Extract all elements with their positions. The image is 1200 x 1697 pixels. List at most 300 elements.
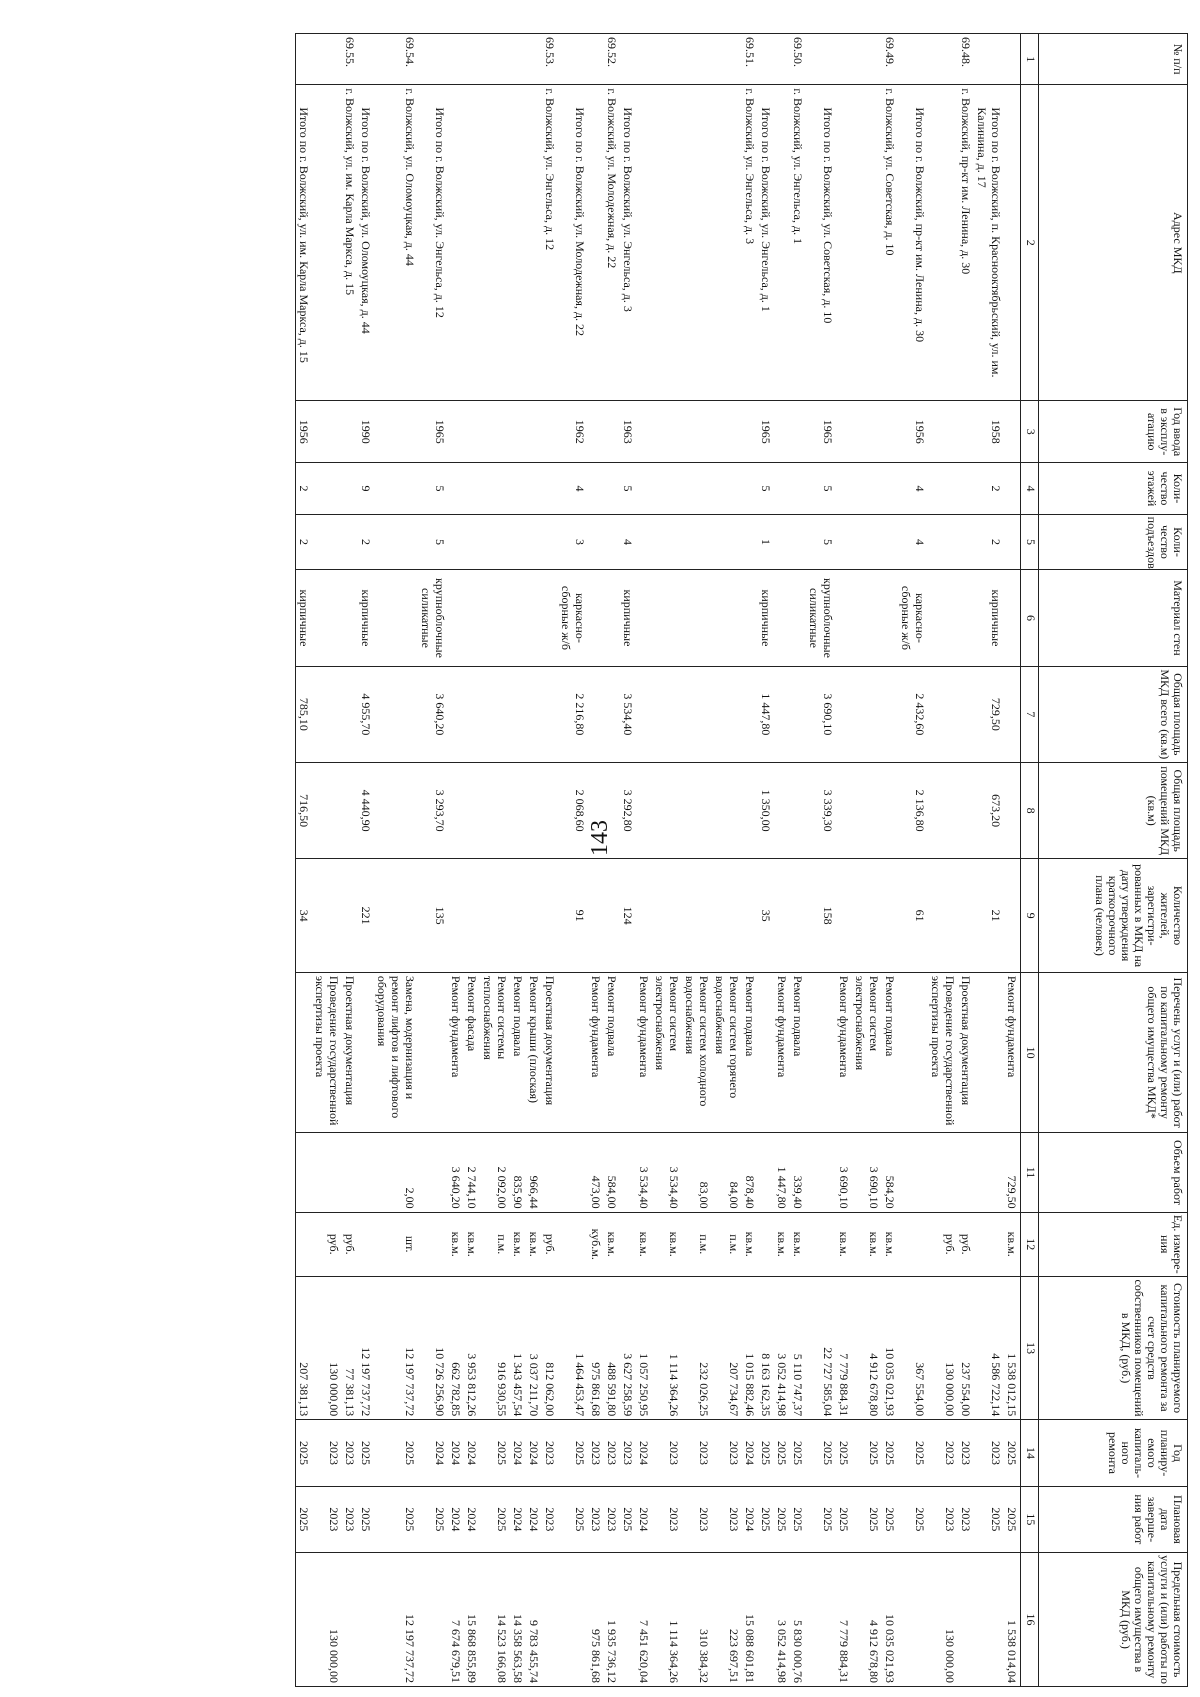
cell-col-4 <box>1004 463 1021 514</box>
cell-col-14: 2023 <box>682 1420 712 1486</box>
cell-col-7 <box>604 666 620 762</box>
cell-col-2 <box>682 85 712 401</box>
cell-col-15: 2025 <box>358 1486 374 1552</box>
cell-col-11: 473,00 <box>588 1133 604 1212</box>
table-row <box>928 34 958 1687</box>
cell-col-3 <box>1004 401 1021 463</box>
cell-col-4 <box>682 463 712 514</box>
column-number-16: 16 <box>1021 1553 1039 1687</box>
column-number-7: 7 <box>1021 666 1039 762</box>
cell-col-12 <box>296 1212 313 1276</box>
cell-col-9 <box>542 859 558 972</box>
cell-col-7 <box>682 666 712 762</box>
cell-col-2: г. Волжский, ул. Советская, д. 10 <box>882 85 898 401</box>
cell-col-14: 2023 <box>974 1420 1004 1486</box>
cell-col-8: 3 293,70 <box>418 763 448 859</box>
column-header-13: Стоимость планируемого капитального ремонта за счет средств собственников помещений в МКД, (руб.) <box>1039 1276 1188 1419</box>
cell-col-12: кв.м. <box>742 1212 758 1276</box>
cell-col-16 <box>958 1553 974 1687</box>
cell-col-7 <box>790 666 806 762</box>
cell-col-8 <box>790 763 806 859</box>
cell-col-3 <box>510 401 526 463</box>
cell-col-9 <box>374 859 418 972</box>
cell-col-10 <box>558 972 588 1133</box>
cell-col-10: Ремонт систем холодного водоснабжения <box>682 972 712 1133</box>
cell-col-16 <box>358 1553 374 1687</box>
cell-col-16: 7 674 679,51 <box>448 1553 464 1687</box>
cell-col-1: 69.49. <box>882 34 898 85</box>
cell-col-10 <box>806 972 836 1133</box>
cell-col-11 <box>620 1133 636 1212</box>
cell-col-4 <box>852 463 882 514</box>
cell-col-1 <box>636 34 652 85</box>
cell-col-1 <box>682 34 712 85</box>
cell-col-3: 1965 <box>758 401 774 463</box>
cell-col-5 <box>542 514 558 570</box>
cell-col-15: 2023 <box>312 1486 342 1552</box>
cell-col-1 <box>558 34 588 85</box>
cell-col-10: Проектная документация <box>542 972 558 1133</box>
cell-col-16 <box>418 1553 448 1687</box>
cell-col-6 <box>636 570 652 666</box>
cell-col-1 <box>712 34 742 85</box>
cell-col-8 <box>374 763 418 859</box>
column-header-11: Объем работ <box>1039 1133 1188 1212</box>
cell-col-9 <box>636 859 652 972</box>
cell-col-10: Ремонт подвала <box>882 972 898 1133</box>
cell-col-15: 2025 <box>1004 1486 1021 1552</box>
column-header-4: Коли-чество этажей <box>1039 463 1188 514</box>
cell-col-11 <box>542 1133 558 1212</box>
cell-col-3: 1963 <box>620 401 636 463</box>
cell-col-5 <box>374 514 418 570</box>
cell-col-16 <box>758 1553 774 1687</box>
cell-col-1 <box>312 34 342 85</box>
cell-col-5: 4 <box>898 514 928 570</box>
cell-col-13: 8 163 162,35 <box>758 1276 774 1419</box>
cell-col-9 <box>928 859 958 972</box>
header-row <box>1039 34 1188 1687</box>
cell-col-10: Ремонт фасада <box>464 972 480 1133</box>
table-row <box>312 34 342 1687</box>
table-row-total <box>558 34 588 1687</box>
cell-col-2 <box>448 85 464 401</box>
cell-col-5: 2 <box>974 514 1004 570</box>
cell-col-10: Ремонт фундамента <box>448 972 464 1133</box>
rotated-table-wrapper <box>38 33 1188 1687</box>
cell-col-6: крупноблочные силикатные <box>806 570 836 666</box>
cell-col-2 <box>636 85 652 401</box>
cell-col-13: 3 037 211,70 <box>526 1276 542 1419</box>
cell-col-14: 2025 <box>296 1420 313 1486</box>
cell-col-6 <box>312 570 342 666</box>
cell-col-3: 1956 <box>898 401 928 463</box>
cell-col-3 <box>852 401 882 463</box>
cell-col-4: 5 <box>418 463 448 514</box>
cell-col-2: Итого по г. Волжский, п. Краснооктябрьский, ул. им. Калинина, д. 17 <box>974 85 1004 401</box>
cell-col-10 <box>898 972 928 1133</box>
cell-col-12 <box>806 1212 836 1276</box>
cell-col-11: 3 690,10 <box>852 1133 882 1212</box>
cell-col-9 <box>448 859 464 972</box>
cell-col-14: 2025 <box>790 1420 806 1486</box>
cell-col-1 <box>358 34 374 85</box>
cell-col-7: 785,10 <box>296 666 313 762</box>
cell-col-6 <box>480 570 510 666</box>
column-number-15: 15 <box>1021 1486 1039 1552</box>
cell-col-14: 2024 <box>742 1420 758 1486</box>
cell-col-1: 69.48. <box>958 34 974 85</box>
cell-col-5 <box>682 514 712 570</box>
cell-col-15: 2024 <box>526 1486 542 1552</box>
cell-col-14: 2025 <box>374 1420 418 1486</box>
cell-col-11: 3 640,20 <box>448 1133 464 1212</box>
table-row <box>342 34 358 1687</box>
cell-col-7 <box>480 666 510 762</box>
cell-col-10 <box>974 972 1004 1133</box>
cell-col-3 <box>712 401 742 463</box>
cell-col-16: 14 523 166,08 <box>480 1553 510 1687</box>
cell-col-4 <box>312 463 342 514</box>
cell-col-13: 1 464 453,47 <box>558 1276 588 1419</box>
table-row <box>1004 34 1021 1687</box>
cell-col-12 <box>974 1212 1004 1276</box>
cell-col-3 <box>526 401 542 463</box>
cell-col-1 <box>836 34 852 85</box>
cell-col-7 <box>464 666 480 762</box>
cell-col-16: 7 779 884,31 <box>836 1553 852 1687</box>
cell-col-9 <box>882 859 898 972</box>
cell-col-8 <box>652 763 682 859</box>
cell-col-15: 2024 <box>742 1486 758 1552</box>
cell-col-13: 1 057 250,95 <box>636 1276 652 1419</box>
table-row <box>682 34 712 1687</box>
table-row <box>852 34 882 1687</box>
table-row <box>448 34 464 1687</box>
cell-col-14: 2025 <box>480 1420 510 1486</box>
cell-col-3: 1958 <box>974 401 1004 463</box>
cell-col-14: 2024 <box>418 1420 448 1486</box>
cell-col-1 <box>774 34 790 85</box>
cell-col-16 <box>898 1553 928 1687</box>
cell-col-15: 2024 <box>448 1486 464 1552</box>
cell-col-11: 3 690,10 <box>836 1133 852 1212</box>
cell-col-8: 3 339,30 <box>806 763 836 859</box>
cell-col-6 <box>682 570 712 666</box>
cell-col-1 <box>1004 34 1021 85</box>
cell-col-9 <box>464 859 480 972</box>
cell-col-3 <box>882 401 898 463</box>
cell-col-2 <box>526 85 542 401</box>
cell-col-6 <box>882 570 898 666</box>
cell-col-10: Проектная документация <box>958 972 974 1133</box>
cell-col-13: 1 015 882,46 <box>742 1276 758 1419</box>
cell-col-15: 2023 <box>588 1486 604 1552</box>
cell-col-12 <box>758 1212 774 1276</box>
cell-col-14: 2025 <box>806 1420 836 1486</box>
cell-col-6: каркасно-сборные ж/б <box>898 570 928 666</box>
table-row <box>774 34 790 1687</box>
cell-col-11 <box>958 1133 974 1212</box>
cell-col-6 <box>928 570 958 666</box>
table-row-total <box>974 34 1004 1687</box>
cell-col-14: 2025 <box>1004 1420 1021 1486</box>
cell-col-2: Итого по г. Волжский, ул. Молодежная, д. 22 <box>558 85 588 401</box>
cell-col-10: Ремонт фундамента <box>588 972 604 1133</box>
cell-col-16: 14 358 563,58 <box>510 1553 526 1687</box>
cell-col-3 <box>342 401 358 463</box>
cell-col-13: 77 381,13 <box>342 1276 358 1419</box>
capital-repair-table <box>295 33 1188 1687</box>
cell-col-12: руб. <box>928 1212 958 1276</box>
cell-col-12: руб. <box>312 1212 342 1276</box>
cell-col-16 <box>296 1553 313 1687</box>
cell-col-10: Ремонт системы теплоснабжения <box>480 972 510 1133</box>
cell-col-5 <box>882 514 898 570</box>
column-header-10: Перечень услуг и (или) работ по капитальному ремонту общего имущества МКД* <box>1039 972 1188 1133</box>
column-number-9: 9 <box>1021 859 1039 972</box>
cell-col-8 <box>742 763 758 859</box>
cell-col-5 <box>312 514 342 570</box>
cell-col-2 <box>480 85 510 401</box>
cell-col-6 <box>342 570 358 666</box>
cell-col-4: 4 <box>558 463 588 514</box>
cell-col-3 <box>742 401 758 463</box>
cell-col-9 <box>774 859 790 972</box>
cell-col-14: 2025 <box>836 1420 852 1486</box>
cell-col-16: 4 912 678,80 <box>852 1553 882 1687</box>
cell-col-11: 966,44 <box>526 1133 542 1212</box>
cell-col-9: 91 <box>558 859 588 972</box>
cell-col-10: Ремонт подвала <box>604 972 620 1133</box>
cell-col-15: 2023 <box>652 1486 682 1552</box>
page-number: 143 <box>587 820 613 856</box>
table-row-total <box>898 34 928 1687</box>
cell-col-7: 1 447,80 <box>758 666 774 762</box>
cell-col-11 <box>558 1133 588 1212</box>
cell-col-7: 3 534,40 <box>620 666 636 762</box>
table-body <box>296 34 1021 1687</box>
table-row <box>374 34 418 1687</box>
cell-col-11: 729,50 <box>1004 1133 1021 1212</box>
cell-col-7 <box>852 666 882 762</box>
cell-col-12: руб. <box>542 1212 558 1276</box>
cell-col-3 <box>790 401 806 463</box>
cell-col-15: 2025 <box>418 1486 448 1552</box>
cell-col-12 <box>358 1212 374 1276</box>
cell-col-9 <box>510 859 526 972</box>
cell-col-14: 2025 <box>774 1420 790 1486</box>
cell-col-13: 3 627 258,59 <box>620 1276 636 1419</box>
table-row <box>836 34 852 1687</box>
column-header-1: № п/п <box>1039 34 1188 85</box>
cell-col-7 <box>526 666 542 762</box>
cell-col-14: 2024 <box>448 1420 464 1486</box>
cell-col-9 <box>852 859 882 972</box>
cell-col-14: 2023 <box>342 1420 358 1486</box>
cell-col-10: Проектная документация <box>342 972 358 1133</box>
cell-col-5 <box>636 514 652 570</box>
cell-col-4: 4 <box>898 463 928 514</box>
cell-col-6 <box>526 570 542 666</box>
cell-col-14: 2024 <box>464 1420 480 1486</box>
cell-col-13: 662 782,85 <box>448 1276 464 1419</box>
cell-col-5 <box>510 514 526 570</box>
cell-col-10: Ремонт подвала <box>790 972 806 1133</box>
table-row <box>604 34 620 1687</box>
cell-col-15: 2023 <box>604 1486 620 1552</box>
cell-col-7 <box>882 666 898 762</box>
cell-col-11 <box>358 1133 374 1212</box>
table-row <box>588 34 604 1687</box>
cell-col-11: 584,00 <box>604 1133 620 1212</box>
cell-col-14: 2025 <box>758 1420 774 1486</box>
cell-col-3 <box>542 401 558 463</box>
cell-col-2: Итого по г. Волжский, ул. Энгельса, д. 12 <box>418 85 448 401</box>
column-header-5: Коли-чество подъездов <box>1039 514 1188 570</box>
cell-col-4: 5 <box>758 463 774 514</box>
cell-col-10: Ремонт систем электроснабжения <box>852 972 882 1133</box>
cell-col-16: 310 384,32 <box>682 1553 712 1687</box>
cell-col-15: 2025 <box>836 1486 852 1552</box>
cell-col-8 <box>604 763 620 859</box>
cell-col-5: 5 <box>806 514 836 570</box>
cell-col-5 <box>604 514 620 570</box>
cell-col-13: 812 062,00 <box>542 1276 558 1419</box>
cell-col-8 <box>1004 763 1021 859</box>
cell-col-9 <box>790 859 806 972</box>
cell-col-7 <box>312 666 342 762</box>
cell-col-13: 5 110 747,37 <box>790 1276 806 1419</box>
cell-col-3 <box>604 401 620 463</box>
cell-col-13: 7 779 884,31 <box>836 1276 852 1419</box>
table-row <box>526 34 542 1687</box>
cell-col-8: 1 350,00 <box>758 763 774 859</box>
cell-col-8 <box>836 763 852 859</box>
cell-col-6: кирпичные <box>358 570 374 666</box>
cell-col-5 <box>1004 514 1021 570</box>
cell-col-15: 2025 <box>480 1486 510 1552</box>
cell-col-16 <box>806 1553 836 1687</box>
cell-col-7 <box>342 666 358 762</box>
cell-col-4 <box>604 463 620 514</box>
cell-col-8 <box>342 763 358 859</box>
cell-col-3: 1965 <box>806 401 836 463</box>
cell-col-15: 2025 <box>898 1486 928 1552</box>
cell-col-15: 2023 <box>682 1486 712 1552</box>
cell-col-7 <box>928 666 958 762</box>
column-number-1: 1 <box>1021 34 1039 85</box>
cell-col-10: Проведение государственной экспертизы проекта <box>312 972 342 1133</box>
cell-col-14: 2024 <box>510 1420 526 1486</box>
cell-col-7 <box>742 666 758 762</box>
cell-col-16: 5 830 000,76 <box>790 1553 806 1687</box>
cell-col-11 <box>342 1133 358 1212</box>
cell-col-1 <box>448 34 464 85</box>
cell-col-7 <box>448 666 464 762</box>
cell-col-10: Ремонт фундамента <box>836 972 852 1133</box>
column-number-6: 6 <box>1021 570 1039 666</box>
table-row <box>882 34 898 1687</box>
cell-col-11 <box>806 1133 836 1212</box>
cell-col-2: Итого по г. Волжский, ул. Энгельса, д. 1 <box>758 85 774 401</box>
cell-col-4 <box>526 463 542 514</box>
cell-col-3: 1990 <box>358 401 374 463</box>
cell-col-13: 1 343 457,54 <box>510 1276 526 1419</box>
cell-col-3 <box>928 401 958 463</box>
cell-col-12: кв.м. <box>526 1212 542 1276</box>
cell-col-1 <box>620 34 636 85</box>
cell-col-4 <box>712 463 742 514</box>
cell-col-8: 2 136,80 <box>898 763 928 859</box>
cell-col-3 <box>312 401 342 463</box>
cell-col-15: 2025 <box>852 1486 882 1552</box>
cell-col-13: 12 197 737,72 <box>374 1276 418 1419</box>
cell-col-12: кв.м. <box>464 1212 480 1276</box>
cell-col-1 <box>464 34 480 85</box>
cell-col-10: Ремонт подвала <box>742 972 758 1133</box>
cell-col-6 <box>510 570 526 666</box>
cell-col-7 <box>588 666 604 762</box>
cell-col-13: 1 538 012,15 <box>1004 1276 1021 1419</box>
table-row-total <box>296 34 313 1687</box>
cell-col-11: 3 534,40 <box>636 1133 652 1212</box>
cell-col-4 <box>542 463 558 514</box>
cell-col-4: 9 <box>358 463 374 514</box>
cell-col-5 <box>958 514 974 570</box>
cell-col-10: Ремонт фундамента <box>774 972 790 1133</box>
cell-col-9 <box>526 859 542 972</box>
cell-col-3 <box>374 401 418 463</box>
table-row <box>636 34 652 1687</box>
cell-col-2 <box>588 85 604 401</box>
cell-col-16: 7 451 620,04 <box>636 1553 652 1687</box>
cell-col-14: 2023 <box>588 1420 604 1486</box>
cell-col-7 <box>1004 666 1021 762</box>
cell-col-14: 2023 <box>652 1420 682 1486</box>
cell-col-13: 207 381,13 <box>296 1276 313 1419</box>
cell-col-13: 916 930,55 <box>480 1276 510 1419</box>
cell-col-2: г. Волжский, ул. Оломоуцкая, д. 44 <box>374 85 418 401</box>
cell-col-9: 34 <box>296 859 313 972</box>
cell-col-3 <box>774 401 790 463</box>
cell-col-6 <box>742 570 758 666</box>
cell-col-11 <box>974 1133 1004 1212</box>
cell-col-10: Ремонт крыши (плоская) <box>526 972 542 1133</box>
cell-col-9 <box>682 859 712 972</box>
cell-col-11: 584,20 <box>882 1133 898 1212</box>
cell-col-15: 2023 <box>928 1486 958 1552</box>
cell-col-3 <box>836 401 852 463</box>
cell-col-8: 673,20 <box>974 763 1004 859</box>
cell-col-13: 207 734,67 <box>712 1276 742 1419</box>
cell-col-11: 339,40 <box>790 1133 806 1212</box>
cell-col-15: 2023 <box>712 1486 742 1552</box>
cell-col-11: 3 534,40 <box>652 1133 682 1212</box>
cell-col-7: 729,50 <box>974 666 1004 762</box>
cell-col-9 <box>588 859 604 972</box>
column-header-6: Материал стен <box>1039 570 1188 666</box>
cell-col-3 <box>588 401 604 463</box>
cell-col-14: 2023 <box>542 1420 558 1486</box>
cell-col-1 <box>898 34 928 85</box>
cell-col-1 <box>296 34 313 85</box>
table-row-total <box>806 34 836 1687</box>
cell-col-12: п.м. <box>712 1212 742 1276</box>
cell-col-2: Итого по г. Волжский, ул. Энгельса, д. 3 <box>620 85 636 401</box>
cell-col-7 <box>374 666 418 762</box>
cell-col-7: 4 955,70 <box>358 666 374 762</box>
